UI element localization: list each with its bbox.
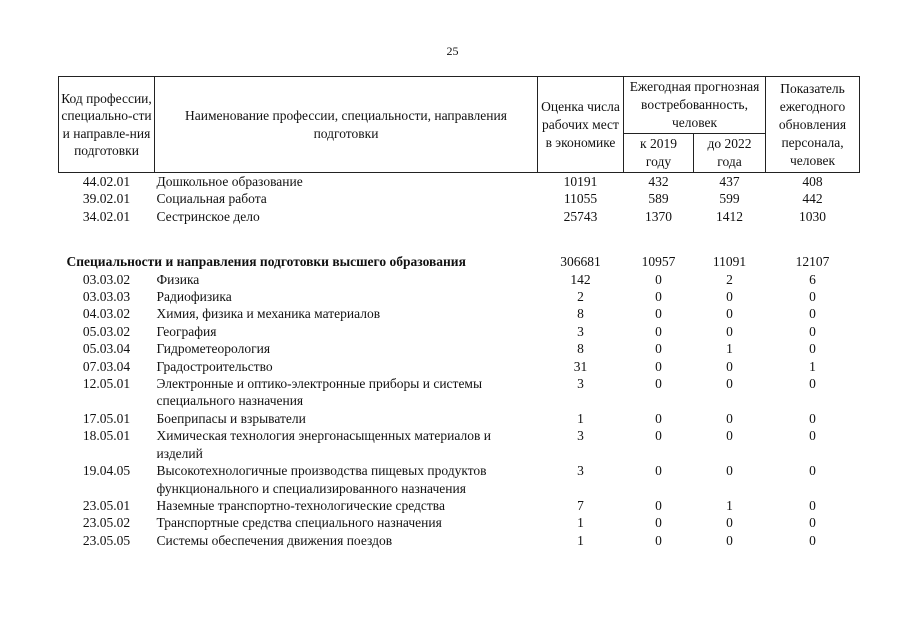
section-jobs: 306681 (560, 254, 601, 270)
table-row (59, 532, 860, 549)
row-code: 39.02.01 (82, 191, 131, 207)
table-header (59, 77, 860, 173)
row-code: 05.03.02 (82, 323, 131, 339)
row-jobs: 142 (570, 271, 591, 287)
row-demand-2022: 0 (726, 532, 733, 548)
row-name: Высокотехнологичные производства пищевых продуктов функционального и специализированного назначения (156, 463, 487, 496)
row-renewal: 0 (809, 323, 816, 339)
row-demand-2019: 0 (655, 410, 662, 426)
section-demand-2022: 11091 (712, 254, 747, 270)
row-demand-2019: 432 (648, 174, 669, 189)
row-renewal: 0 (809, 376, 816, 392)
row-name: Наземные транспортно-технологические средства (156, 497, 445, 513)
row-demand-2022: 0 (726, 358, 733, 374)
table-row (59, 497, 860, 514)
row-renewal: 0 (809, 289, 816, 305)
row-renewal: 0 (809, 410, 816, 426)
section-title: Специальности и направления подготовки высшего образования (66, 254, 466, 270)
table-row (59, 288, 860, 305)
row-renewal: 0 (809, 428, 816, 444)
row-code: 07.03.04 (82, 358, 131, 374)
row-name: География (156, 323, 217, 339)
row-name: Транспортные средства специального назначения (156, 515, 442, 531)
row-demand-2019: 0 (655, 428, 662, 444)
header-demand-2019: к 2019 году (624, 134, 694, 173)
table-row (59, 410, 860, 427)
row-jobs: 8 (577, 341, 584, 357)
row-demand-2022: 1 (726, 497, 733, 513)
row-code: 23.05.01 (82, 497, 131, 513)
row-renewal: 0 (809, 341, 816, 357)
row-demand-2019: 0 (655, 323, 662, 339)
row-name: Радиофизика (156, 289, 232, 305)
row-jobs: 3 (577, 323, 584, 339)
table-row (59, 208, 860, 225)
row-code: 44.02.01 (82, 174, 131, 189)
row-demand-2022: 0 (726, 515, 733, 531)
row-jobs: 8 (577, 306, 584, 322)
row-jobs: 3 (577, 428, 584, 444)
row-renewal: 1030 (799, 208, 827, 224)
section-row (59, 253, 860, 270)
row-demand-2022: 0 (726, 463, 733, 479)
table-row (59, 190, 860, 207)
table-row (59, 358, 860, 375)
row-jobs: 10191 (563, 174, 598, 189)
row-code: 05.03.04 (82, 341, 131, 357)
row-code: 12.05.01 (82, 376, 131, 392)
row-demand-2019: 0 (655, 463, 662, 479)
row-renewal: 0 (809, 532, 816, 548)
row-demand-2022: 0 (726, 428, 733, 444)
row-demand-2019: 0 (655, 341, 662, 357)
row-jobs: 3 (577, 463, 584, 479)
row-renewal: 0 (809, 463, 816, 479)
row-demand-2019: 0 (655, 515, 662, 531)
row-demand-2019: 0 (655, 271, 662, 287)
row-demand-2022: 0 (726, 323, 733, 339)
row-name: Дошкольное образование (156, 174, 303, 189)
row-demand-2019: 0 (655, 289, 662, 305)
row-renewal: 0 (809, 306, 816, 322)
header-name: Наименование профессии, специальности, направления подготовки (155, 77, 538, 173)
row-name: Физика (156, 271, 200, 287)
row-demand-2022: 0 (726, 376, 733, 392)
table-body-main (59, 271, 860, 550)
row-jobs: 25743 (563, 208, 598, 224)
row-demand-2019: 1370 (645, 208, 672, 224)
row-renewal: 0 (809, 515, 816, 531)
row-jobs: 1 (577, 515, 584, 531)
row-demand-2022: 1 (726, 341, 733, 357)
header-code: Код профессии, специально-сти и направле-ния подготовки (59, 77, 155, 173)
row-renewal: 0 (809, 497, 816, 513)
row-name: Химия, физика и механика материалов (156, 306, 381, 322)
row-code: 19.04.05 (82, 463, 131, 479)
row-demand-2019: 0 (655, 532, 662, 548)
table-row (59, 271, 860, 288)
section-demand-2019: 10957 (641, 254, 676, 270)
section-renewal: 12107 (795, 254, 830, 270)
row-name: Химическая технология энергонасыщенных материалов и изделий (156, 428, 491, 461)
row-renewal: 408 (802, 174, 823, 189)
row-jobs: 11055 (563, 191, 598, 207)
table-section (59, 253, 860, 270)
row-demand-2022: 599 (719, 191, 740, 207)
table-row (59, 323, 860, 340)
row-demand-2022: 0 (726, 289, 733, 305)
row-demand-2022: 437 (719, 174, 740, 189)
row-name: Градостроительство (156, 358, 273, 374)
row-code: 04.03.02 (82, 306, 131, 322)
row-demand-2022: 0 (726, 410, 733, 426)
row-code: 23.05.05 (82, 532, 131, 548)
table-row (59, 427, 860, 462)
row-code: 03.03.02 (82, 271, 131, 287)
page-number: 25 (446, 44, 459, 58)
row-name: Социальная работа (156, 191, 267, 207)
row-demand-2019: 0 (655, 497, 662, 513)
row-name: Гидрометеорология (156, 341, 271, 357)
row-name: Боеприпасы и взрыватели (156, 410, 306, 426)
row-code: 34.02.01 (82, 208, 131, 224)
row-jobs: 1 (577, 410, 584, 426)
row-demand-2022: 0 (726, 306, 733, 322)
table-body-top (59, 173, 860, 226)
row-jobs: 7 (577, 497, 584, 513)
row-renewal: 442 (802, 191, 823, 207)
table-row (59, 340, 860, 357)
header-jobs: Оценка числа рабочих мест в экономике (538, 77, 624, 173)
row-jobs: 31 (573, 358, 588, 374)
row-code: 17.05.01 (82, 410, 131, 426)
row-demand-2022: 1412 (716, 208, 743, 224)
row-renewal: 1 (809, 358, 816, 374)
table-row (59, 305, 860, 322)
row-code: 18.05.01 (82, 428, 131, 444)
table-row (59, 375, 860, 410)
row-demand-2019: 0 (655, 306, 662, 322)
row-jobs: 2 (577, 289, 584, 305)
header-renewal: Показатель ежегодного обновления персонала, человек (766, 77, 860, 173)
row-jobs: 3 (577, 376, 584, 392)
table-row (59, 462, 860, 497)
row-name: Электронные и оптико-электронные приборы и системы специального назначения (156, 376, 483, 409)
row-jobs: 1 (577, 532, 584, 548)
row-code: 03.03.03 (82, 289, 131, 305)
table-row (59, 514, 860, 531)
row-demand-2019: 0 (655, 376, 662, 392)
row-demand-2022: 2 (726, 271, 733, 287)
row-demand-2019: 0 (655, 358, 662, 374)
row-code: 23.05.02 (82, 515, 131, 531)
header-demand-2022: до 2022 года (694, 134, 766, 173)
row-name: Сестринское дело (156, 208, 260, 224)
table-spacer (59, 225, 860, 253)
header-demand: Ежегодная прогнозная востребованность, человек (624, 77, 766, 134)
row-renewal: 6 (809, 271, 816, 287)
table-row (59, 173, 860, 191)
professions-table (58, 76, 860, 549)
row-name: Системы обеспечения движения поездов (156, 532, 393, 548)
row-demand-2019: 589 (648, 191, 669, 207)
